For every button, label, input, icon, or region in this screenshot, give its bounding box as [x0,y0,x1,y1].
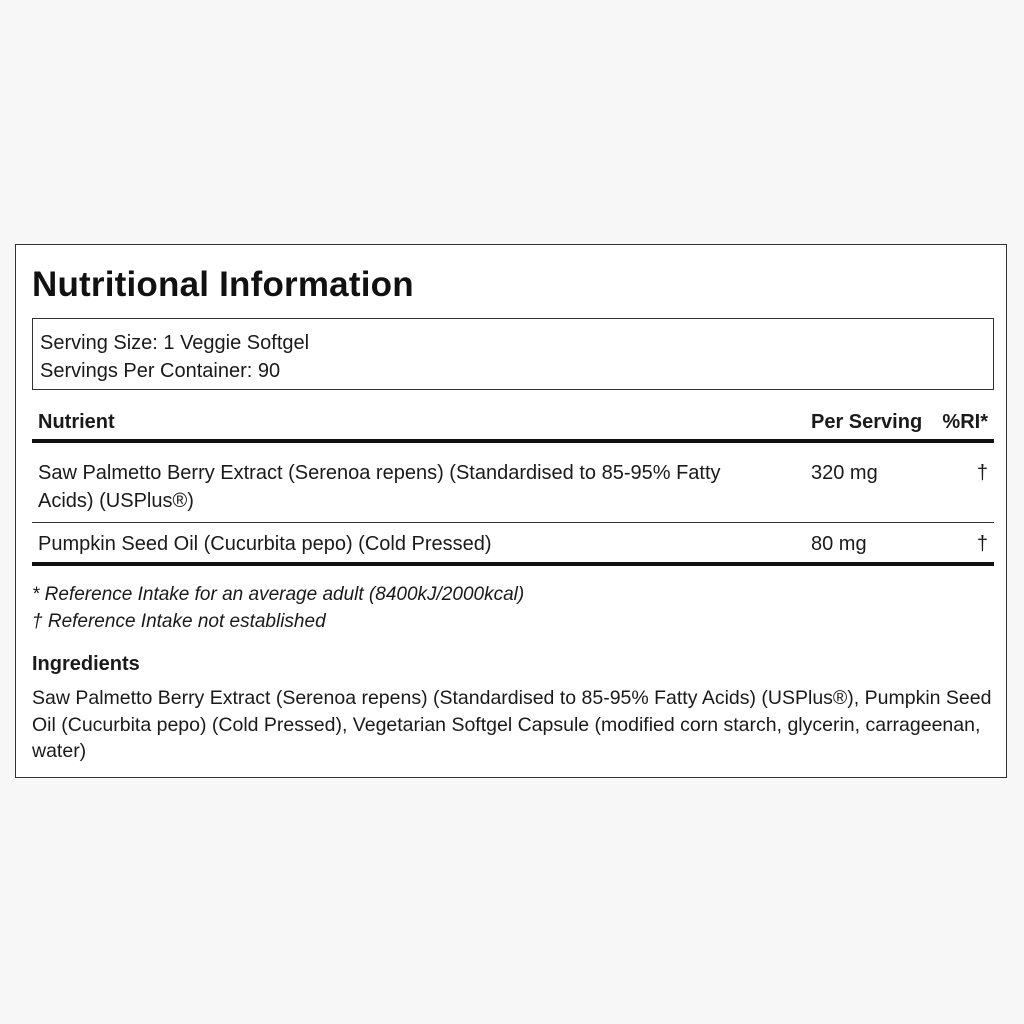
header-ri: %RI* [942,411,988,433]
nutrient-amount: 80 mg [811,533,867,555]
footnote-not-established: † Reference Intake not established [32,611,326,632]
nutrient-name: Pumpkin Seed Oil (Cucurbita pepo) (Cold Pressed) [38,533,492,555]
header-nutrient: Nutrient [38,411,115,433]
header-per-serving: Per Serving [811,411,923,433]
panel-title: Nutritional Information [32,265,414,304]
table-header [32,407,994,443]
nutrient-ri: † [976,533,988,555]
nutrition-panel [15,244,1007,778]
footnotes [32,581,524,635]
nutrient-name: Saw Palmetto Berry Extract (Serenoa repens) (Standardised to 85-95% Fatty Acids) (USPlus®) [38,462,721,512]
ingredients-text: Saw Palmetto Berry Extract (Serenoa repens) (Standardised to 85-95% Fatty Acids) (USPlus®), Pumpkin Seed Oil (Cucurbita pepo) (Cold Pressed), Vegetarian Softgel Capsule (modified corn starch, glycerin, carrageenan, water) [32,687,992,762]
table-row [32,523,994,566]
serving-size: Serving Size: 1 Veggie Softgel [40,332,310,354]
nutrient-ri: † [976,462,988,484]
table-row [32,443,994,523]
footnote-ri: * Reference Intake for an average adult (8400kJ/2000kcal) [32,584,525,605]
ingredients-title: Ingredients [32,653,140,675]
servings-per-container: Servings Per Container: 90 [40,360,281,382]
nutrient-table [32,407,994,566]
nutrient-amount: 320 mg [811,462,878,484]
serving-info-box [32,318,994,390]
